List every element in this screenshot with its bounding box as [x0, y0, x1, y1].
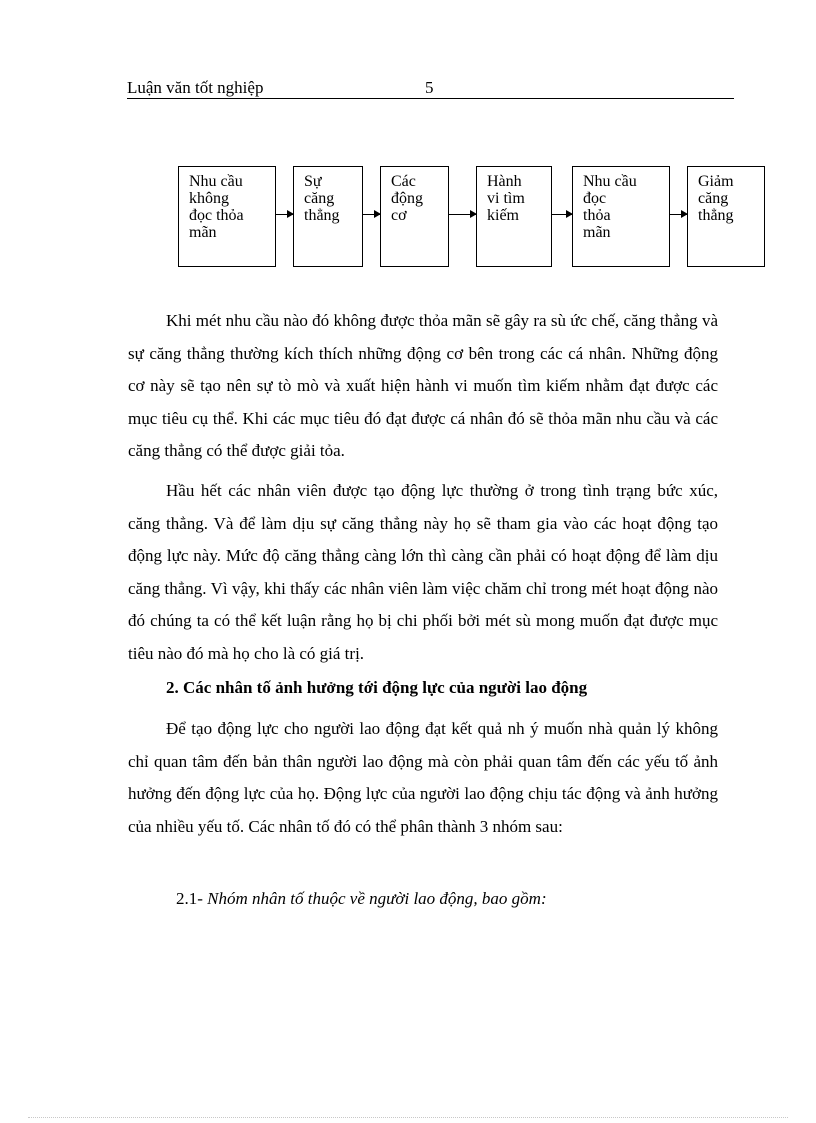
subsection-title: Nhóm nhân tố thuộc về người lao động, bao gồm:: [207, 889, 547, 908]
flow-arrow: [670, 214, 687, 215]
page-bottom-divider: [28, 1117, 788, 1118]
flow-box-label: Nhu cầu không đọc thỏa mãn: [189, 173, 244, 241]
flow-box-unmet-need: [178, 166, 276, 267]
flow-diagram: [0, 0, 816, 280]
section-heading: 2. Các nhân tố ảnh hưởng tới động lực của người lao động: [166, 678, 588, 697]
flow-box-label: Nhu cầu đọc thỏa mãn: [583, 173, 637, 241]
flow-arrow: [276, 214, 293, 215]
flow-arrow: [449, 214, 476, 215]
subsection-number: 2.1-: [176, 889, 208, 908]
flow-box-tension: [293, 166, 363, 267]
page-number: 5: [425, 78, 434, 97]
flow-box-label: Hành vi tìm kiếm: [487, 173, 525, 224]
subsection-heading: [176, 889, 547, 909]
flow-box-reduced-tension: [687, 166, 765, 267]
paragraph-2: Hầu hết các nhân viên được tạo động lực thường ở trong tình trạng bức xúc, căng thẳng. Và để làm dịu sự căng thẳng này họ sẽ tham gia vào các hoạt động tạo động lực này. Mức độ căng thẳng càng lớn thì càng cần phải có hoạt động để làm dịu căng thẳng. Vì vậy, khi thấy các nhân viên làm việc chăm chỉ trong mét hoạt động nào đó chúng ta có thể kết luận rằng họ bị chi phối bởi mét sù mong muốn đạt được mục tiêu nào đó mà họ cho là có giá trị.: [128, 481, 718, 663]
flow-arrow: [552, 214, 572, 215]
flow-box-label: Các động cơ: [391, 173, 423, 224]
flow-box-motives: [380, 166, 449, 267]
flow-box-search-behavior: [476, 166, 552, 267]
flow-box-label: Giảm căng thẳng: [698, 173, 734, 224]
document-title: Luận văn tốt nghiệp: [127, 78, 264, 97]
flow-arrow: [363, 214, 380, 215]
paragraph-1: Khi mét nhu cầu nào đó không được thỏa mãn sẽ gây ra sù ức chế, căng thẳng và sự căng thẳng thường kích thích những động cơ bên trong các cá nhân. Những động cơ này sẽ tạo nên sự tò mò và xuất hiện hành vi muốn tìm kiếm nhằm đạt được các mục tiêu cụ thể. Khi các mục tiêu đó đạt được cá nhân đó sẽ thỏa mãn nhu cầu và các căng thẳng có thể được giải tỏa.: [128, 311, 718, 460]
paragraph-3: Để tạo động lực cho người lao động đạt kết quả nh ý muốn nhà quản lý không chỉ quan tâm đến bản thân người lao động mà còn phải quan tâm đến các yếu tố ảnh hưởng đến động lực của họ. Động lực của người lao động chịu tác động và ảnh hưởng của nhiều yếu tố. Các nhân tố đó có thể phân thành 3 nhóm sau:: [128, 719, 718, 836]
flow-box-satisfied-need: [572, 166, 670, 267]
flow-box-label: Sự căng thẳng: [304, 173, 340, 224]
